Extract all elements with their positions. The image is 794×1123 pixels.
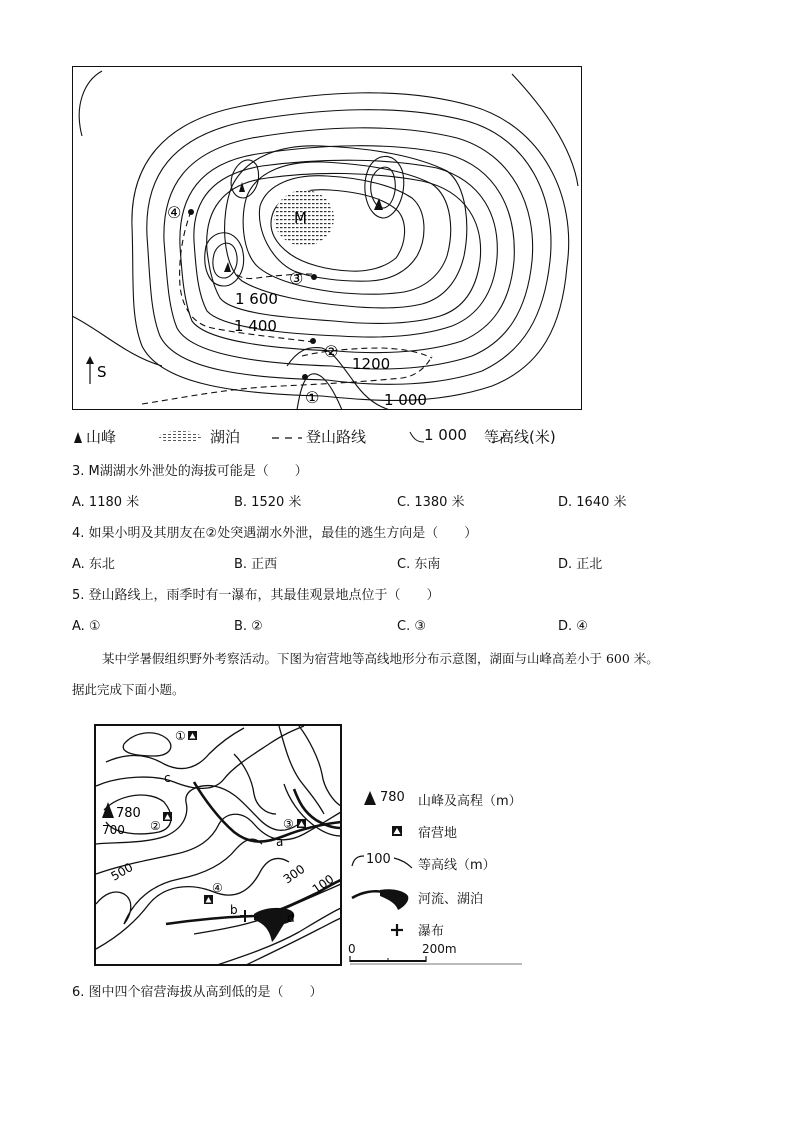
question-4-option-c[interactable]: C. 东南 [397,557,441,572]
question-3-option-a[interactable]: A. 1180 米 [72,495,140,510]
map2-contour-100: 100 [309,871,337,897]
contour-label-1600: 1 600 [235,290,278,308]
contour-map-1 [72,66,582,410]
legend-waterfall-label: 瀑布 [418,924,445,939]
waterfall-icon [391,924,403,936]
lake-icon [158,430,202,444]
map2-label-a: a [276,835,284,849]
point-label-3: ③ [289,269,304,288]
point-2-dot [310,338,316,344]
scale-bar [346,956,522,966]
legend-peak-value: 780 [380,790,405,805]
question-4-option-a[interactable]: A. 东北 [72,557,115,572]
legend-peak-label: 山峰 [86,428,117,446]
map2-camp-1-label: ① [175,729,186,743]
map2-contour-500: 500 [108,860,136,884]
map2-contour-700: 700 [102,823,125,837]
peak-icon [364,791,376,805]
camp-icon [163,812,172,821]
map2-camp-3-label: ③ [283,817,294,831]
camp-icon [392,826,402,836]
question-5-stem: 5. 登山路线上，雨季时有一瀑布，其最佳观景地点位于（ ） [72,588,440,603]
question-5-option-a[interactable]: A. ① [72,619,101,634]
point-3-dot [311,274,317,280]
north-arrow-label: S [97,363,107,381]
map2-contour-300: 300 [280,861,308,887]
contour-label-1000: 1 000 [384,391,427,409]
contour-label-1400: 1 400 [234,317,277,335]
camp-icon [188,731,197,740]
question-4-option-d[interactable]: D. 正北 [558,557,603,572]
question-5-option-d[interactable]: D. ④ [558,619,588,634]
map2-peak-label: 780 [116,806,141,821]
point-label-1: ① [305,388,320,407]
map2-label-b: b [230,903,238,917]
point-label-2: ② [324,342,339,361]
point-4-dot [188,209,194,215]
intro-line-1: 某中学暑假组织野外考察活动。下图为宿营地等高线地形分布示意图，湖面与山峰高差小于 600 米。 [102,651,659,666]
question-4-option-b[interactable]: B. 正西 [234,557,278,572]
legend-contour-label: 等高线（m） [418,858,496,873]
legend-camp-label: 宿营地 [418,826,458,841]
legend-river-label: 河流、湖泊 [418,892,484,907]
contour-label-1200: 1200 [352,355,391,373]
map2-camp-4-label: ④ [212,881,223,895]
legend-contour-value: 100 [366,852,391,867]
legend-contour-label: 等高线(米) [484,428,556,446]
question-5-option-b[interactable]: B. ② [234,619,263,634]
legend-peak-label: 山峰及高程（m） [418,794,522,809]
camp-icon [204,895,213,904]
legend-lake-label: 湖泊 [210,428,241,446]
map2-camp-2-label: ② [150,819,161,833]
question-3-option-b[interactable]: B. 1520 米 [234,495,302,510]
lake-label: M [294,209,307,227]
legend-contour-value: 1 000 [424,426,467,444]
question-4-stem: 4. 如果小明及其朋友在②处突遇湖水外泄，最佳的逃生方向是（ ） [72,526,478,541]
scale-label-0: 0 [348,942,356,956]
trail-icon [272,436,302,440]
question-3-option-c[interactable]: C. 1380 米 [397,495,465,510]
question-3-stem: 3. M湖湖水外泄处的海拔可能是（ ） [72,464,308,479]
map2-label-c: c [164,771,171,785]
question-3-option-d[interactable]: D. 1640 米 [558,495,627,510]
camp-icon [297,819,306,828]
scale-label-200m: 200m [422,942,457,956]
question-6-stem: 6. 图中四个宿营海拔从高到低的是（ ） [72,985,323,1000]
map1-legend [72,426,602,448]
contour-map-2 [94,724,342,966]
peak-icon [74,432,82,444]
map2-label-d: d [287,911,295,925]
river-lake-icon [350,886,412,910]
question-5-option-c[interactable]: C. ③ [397,619,426,634]
map2-legend [346,786,526,966]
legend-trail-label: 登山路线 [306,428,367,446]
intro-line-2: 据此完成下面小题。 [72,682,185,697]
point-label-4: ④ [167,203,182,222]
point-1-dot [302,374,308,380]
